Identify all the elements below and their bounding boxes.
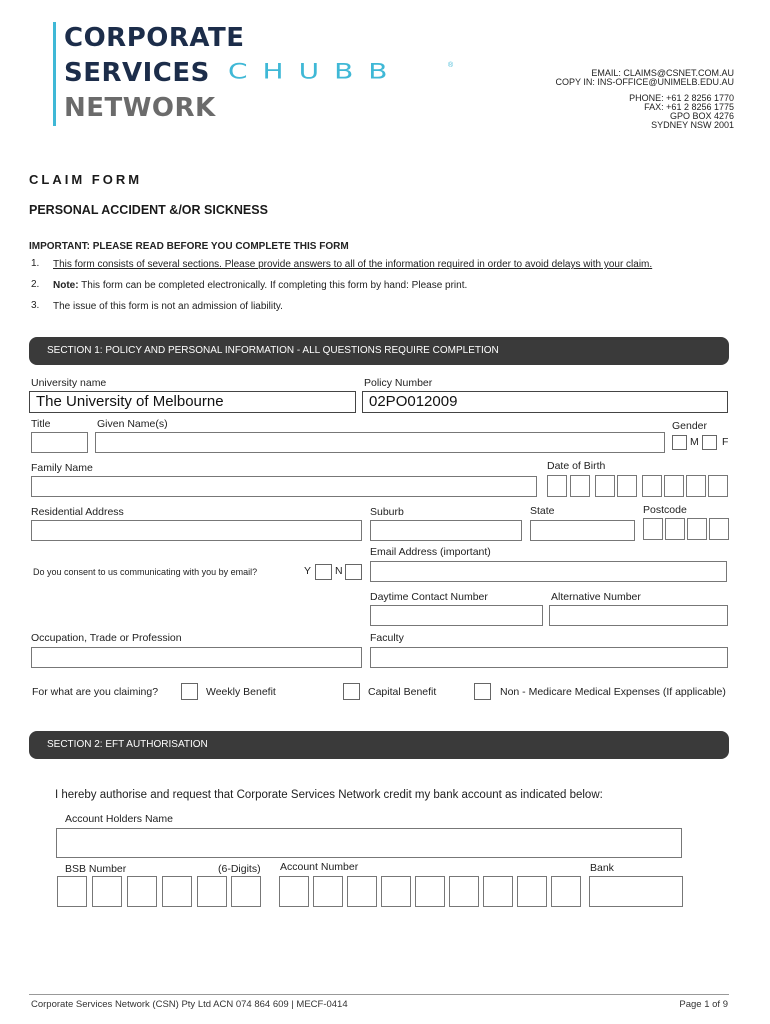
consent-yes-label: Y xyxy=(304,565,312,577)
weekly-benefit-checkbox[interactable] xyxy=(181,683,198,700)
important-notice: IMPORTANT: PLEASE READ BEFORE YOU COMPLETE THIS FORM xyxy=(29,241,349,252)
account-digit-box[interactable] xyxy=(483,876,513,907)
postcode-digit-box[interactable] xyxy=(709,518,729,540)
title-input[interactable] xyxy=(31,432,88,453)
policy-number-input[interactable]: 02PO012009 xyxy=(362,391,728,413)
suburb-label: Suburb xyxy=(370,506,404,518)
dob-digit-box[interactable] xyxy=(642,475,662,497)
bsb-digit-box[interactable] xyxy=(231,876,261,907)
bsb-digit-box[interactable] xyxy=(57,876,87,907)
contact-fax: FAX: +61 2 8256 1775 xyxy=(644,102,734,112)
postcode-digit-box[interactable] xyxy=(665,518,685,540)
instruction-2 xyxy=(53,280,467,291)
occupation-label: Occupation, Trade or Profession xyxy=(31,632,182,644)
account-digit-box[interactable] xyxy=(551,876,581,907)
section-2-header xyxy=(29,731,729,759)
account-number-label: Account Number xyxy=(280,861,359,873)
suburb-input[interactable] xyxy=(370,520,522,541)
dob-input-group xyxy=(547,475,729,498)
family-name-input[interactable] xyxy=(31,476,537,497)
gender-f-checkbox[interactable] xyxy=(702,435,717,450)
university-label: University name xyxy=(31,377,107,389)
dob-digit-box[interactable] xyxy=(547,475,567,497)
section-2-title: SECTION 2: EFT AUTHORISATION xyxy=(47,739,208,750)
logo-network: NETWORK xyxy=(64,93,216,123)
account-digit-box[interactable] xyxy=(449,876,479,907)
email-consent-label: Do you consent to us communicating with you by email? xyxy=(33,567,258,577)
bank-label: Bank xyxy=(590,862,614,874)
alternative-number-label: Alternative Number xyxy=(551,591,641,603)
instruction-1-text: This form consists of several sections. Please provide answers to all of the information required in order to avoid delays with your claim. xyxy=(53,259,653,270)
dob-digit-box[interactable] xyxy=(686,475,706,497)
email-label: Email Address (important) xyxy=(370,546,491,558)
contact-city: SYDNEY NSW 2001 xyxy=(651,120,734,130)
email-input[interactable] xyxy=(370,561,727,582)
faculty-input[interactable] xyxy=(370,647,728,668)
section-1-header xyxy=(29,337,729,365)
account-digit-box[interactable] xyxy=(347,876,377,907)
form-subtitle: PERSONAL ACCIDENT &/OR SICKNESS xyxy=(29,203,268,217)
bsb-label: BSB Number xyxy=(65,863,127,875)
medical-expenses-label: Non - Medicare Medical Expenses (If applicable) xyxy=(500,686,726,698)
bsb-hint: (6-Digits) xyxy=(218,863,261,875)
given-names-input[interactable] xyxy=(95,432,665,453)
footer-company: Corporate Services Network (CSN) Pty Ltd ACN 074 864 609 | MECF-0414 xyxy=(31,999,348,1010)
bsb-digit-box[interactable] xyxy=(92,876,122,907)
chubb-registered-mark: ® xyxy=(448,62,454,69)
footer-divider xyxy=(29,994,729,995)
gender-m-checkbox[interactable] xyxy=(672,435,687,450)
account-digit-box[interactable] xyxy=(313,876,343,907)
consent-no-label: N xyxy=(335,565,343,577)
bank-input[interactable] xyxy=(589,876,683,907)
dob-digit-box[interactable] xyxy=(664,475,684,497)
instruction-2-note: Note: xyxy=(53,280,79,291)
state-input[interactable] xyxy=(530,520,635,541)
dob-label: Date of Birth xyxy=(547,460,606,472)
instruction-3-number: 3. xyxy=(31,300,40,311)
logo-services: SERVICES xyxy=(64,58,210,88)
daytime-contact-label: Daytime Contact Number xyxy=(370,591,488,603)
chubb-logo: CHUBB xyxy=(228,59,403,84)
account-digit-box[interactable] xyxy=(415,876,445,907)
page-number: Page 1 of 9 xyxy=(679,999,728,1010)
account-number-input-group xyxy=(279,876,581,908)
account-digit-box[interactable] xyxy=(279,876,309,907)
residential-address-label: Residential Address xyxy=(31,506,124,518)
contact-phone: PHONE: +61 2 8256 1770 xyxy=(629,93,734,103)
instruction-2-text: This form can be completed electronically. If completing this form by hand: Please print. xyxy=(78,280,468,291)
account-holder-input[interactable] xyxy=(56,828,682,858)
alternative-number-input[interactable] xyxy=(549,605,728,626)
medical-expenses-checkbox[interactable] xyxy=(474,683,491,700)
form-title: CLAIM FORM xyxy=(29,172,143,187)
instruction-2-number: 2. xyxy=(31,279,40,290)
gender-label: Gender xyxy=(672,420,708,432)
account-holder-label: Account Holders Name xyxy=(65,813,173,825)
dob-digit-box[interactable] xyxy=(595,475,615,497)
given-names-label: Given Name(s) xyxy=(97,418,168,430)
consent-yes-checkbox[interactable] xyxy=(315,564,332,580)
consent-no-checkbox[interactable] xyxy=(345,564,362,580)
policy-number-label: Policy Number xyxy=(364,377,433,389)
bsb-digit-box[interactable] xyxy=(127,876,157,907)
family-name-label: Family Name xyxy=(31,462,93,474)
postcode-digit-box[interactable] xyxy=(643,518,663,540)
contact-copy: COPY IN: INS-OFFICE@UNIMELB.EDU.AU xyxy=(555,77,734,87)
weekly-benefit-label: Weekly Benefit xyxy=(206,686,276,698)
residential-address-input[interactable] xyxy=(31,520,362,541)
dob-digit-box[interactable] xyxy=(617,475,637,497)
bsb-digit-box[interactable] xyxy=(162,876,192,907)
claiming-for-label: For what are you claiming? xyxy=(32,686,159,698)
section-1-title: SECTION 1: POLICY AND PERSONAL INFORMATION - ALL QUESTIONS REQUIRE COMPLETION xyxy=(47,345,499,356)
state-label: State xyxy=(530,505,555,517)
faculty-label: Faculty xyxy=(370,632,404,644)
contact-po-box: GPO BOX 4276 xyxy=(669,111,734,121)
instruction-3-text: The issue of this form is not an admission of liability. xyxy=(53,301,283,312)
postcode-digit-box[interactable] xyxy=(687,518,707,540)
title-label: Title xyxy=(31,418,51,430)
daytime-contact-input[interactable] xyxy=(370,605,543,626)
occupation-input[interactable] xyxy=(31,647,362,668)
postcode-input-group xyxy=(643,518,730,541)
account-digit-box[interactable] xyxy=(381,876,411,907)
contact-email: EMAIL: CLAIMS@CSNET.COM.AU xyxy=(591,68,734,78)
dob-digit-box[interactable] xyxy=(570,475,590,497)
capital-benefit-checkbox[interactable] xyxy=(343,683,360,700)
postcode-label: Postcode xyxy=(643,504,687,516)
bsb-digit-box[interactable] xyxy=(197,876,227,907)
capital-benefit-label: Capital Benefit xyxy=(368,686,437,698)
instruction-1-number: 1. xyxy=(31,258,40,269)
gender-f-label: F xyxy=(722,436,729,448)
university-input[interactable]: The University of Melbourne xyxy=(29,391,356,413)
logo-accent-bar xyxy=(53,22,56,126)
eft-authorisation-text: I hereby authorise and request that Corporate Services Network credit my bank account as indicated below: xyxy=(55,789,603,801)
logo-corporate: CORPORATE xyxy=(64,23,245,53)
account-digit-box[interactable] xyxy=(517,876,547,907)
bsb-input-group xyxy=(57,876,262,908)
dob-digit-box[interactable] xyxy=(708,475,728,497)
gender-m-label: M xyxy=(690,436,699,448)
